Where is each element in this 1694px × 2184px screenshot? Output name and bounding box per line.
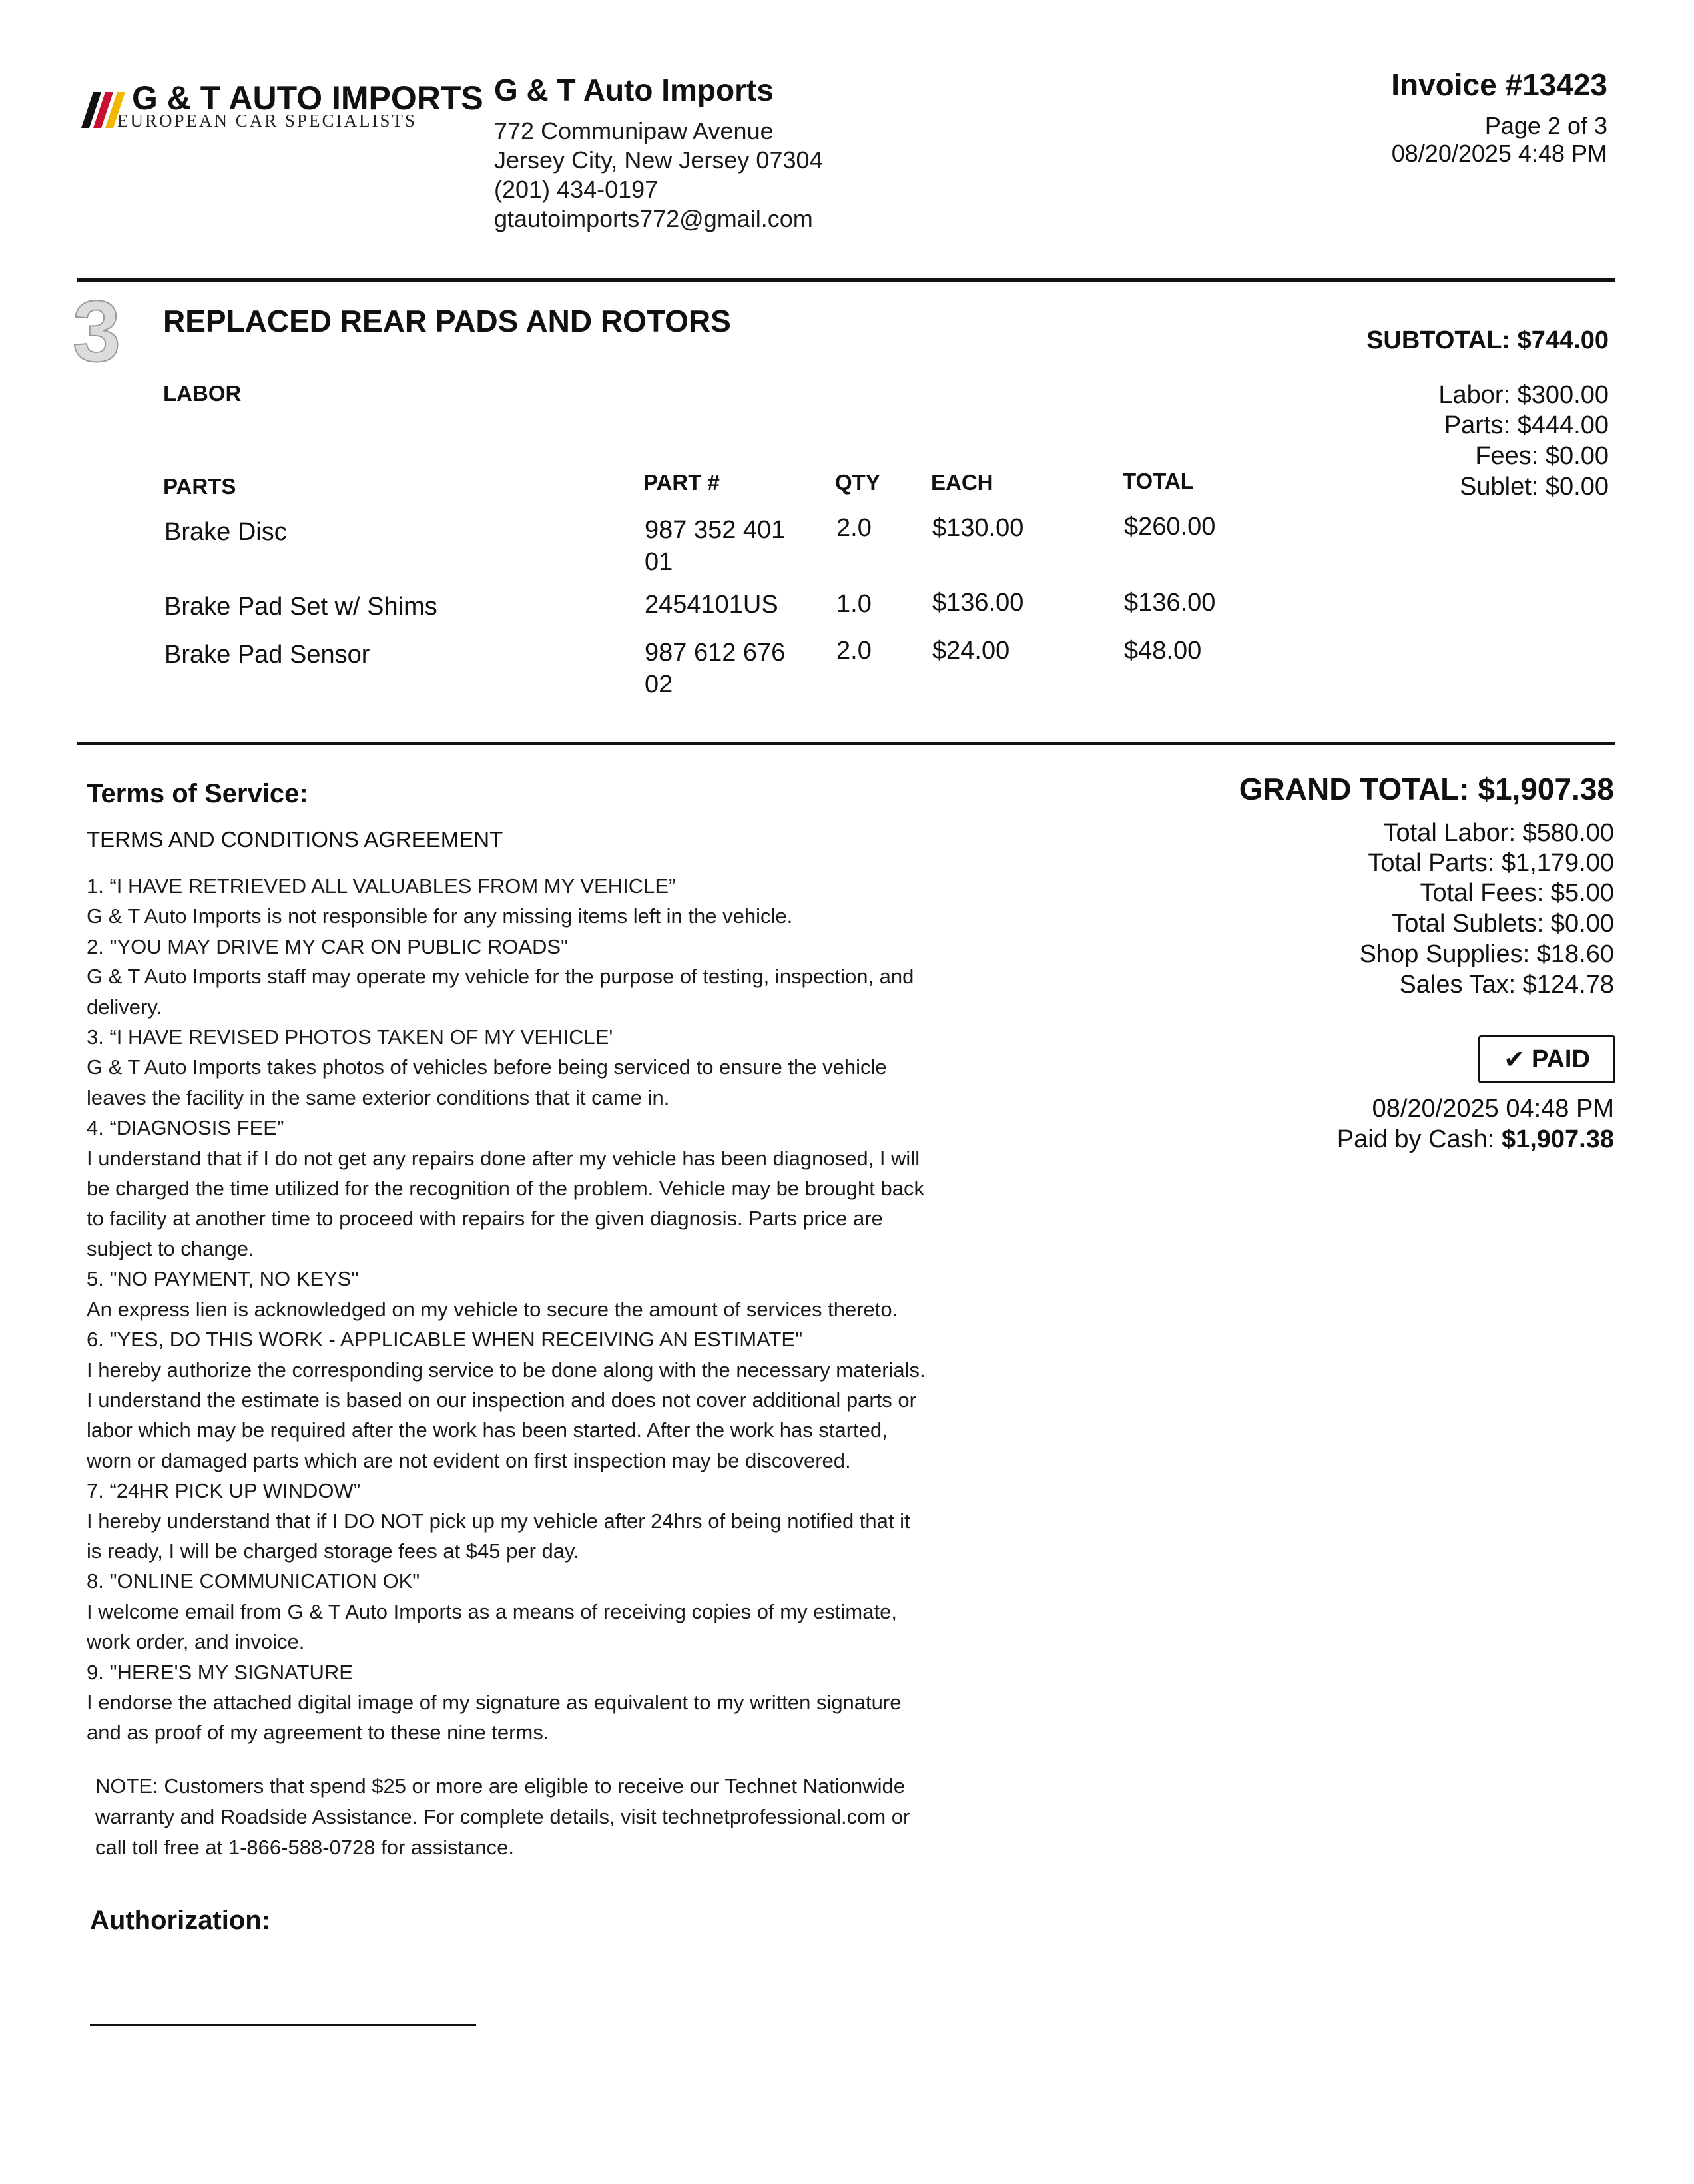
terms-line: G & T Auto Imports staff may operate my vehicle for the purpose of testing, inspection, and [87, 965, 914, 989]
total-header: TOTAL [1123, 469, 1194, 493]
grand-total: GRAND TOTAL: $1,907.38 [1239, 772, 1614, 806]
terms-line: 7. “24HR PICK UP WINDOW” [87, 1479, 361, 1503]
terms-line: I hereby understand that if I DO NOT pick up my vehicle after 24hrs of being notified that it [87, 1509, 910, 1533]
sales-tax: Sales Tax: $124.78 [1399, 971, 1614, 999]
terms-line: I understand the estimate is based on our inspection and does not cover additional parts or [87, 1388, 916, 1412]
service-number-badge [67, 286, 127, 373]
terms-line: G & T Auto Imports is not responsible for any missing items left in the vehicle. [87, 904, 793, 928]
company-name: G & T Auto Imports [494, 73, 774, 107]
terms-line: subject to change. [87, 1236, 254, 1260]
invoice-number: Invoice #13423 [1391, 67, 1607, 102]
invoice-datetime: 08/20/2025 4:48 PM [1391, 140, 1607, 167]
service-title: REPLACED REAR PADS AND ROTORS [163, 304, 731, 338]
logo-subtitle: EUROPEAN CAR SPECIALISTS [117, 111, 418, 131]
labor-label: LABOR [163, 381, 242, 406]
part-each: $130.00 [932, 514, 1024, 542]
terms-line: I understand that if I do not get any repairs done after my vehicle has been diagnosed, I will [87, 1146, 920, 1170]
part-qty: 2.0 [836, 637, 872, 665]
company-address-1: 772 Communipaw Avenue [494, 117, 774, 144]
part-total: $48.00 [1124, 637, 1202, 665]
terms-line: to facility at another time to proceed with repairs for the given diagnosis. Parts price are [87, 1207, 883, 1230]
note-line: call toll free at 1-866-588-0728 for assistance. [95, 1836, 514, 1859]
part-qty: 2.0 [836, 514, 872, 542]
paid-datetime: 08/20/2025 04:48 PM [1372, 1095, 1614, 1123]
service-number: 3 [72, 286, 121, 373]
terms-line: 6. "YES, DO THIS WORK - APPLICABLE WHEN RECEIVING AN ESTIMATE" [87, 1328, 803, 1352]
part-name: Brake Disc [164, 518, 287, 546]
total-labor: Total Labor: $580.00 [1383, 819, 1614, 847]
signature-line[interactable] [90, 2024, 476, 2026]
terms-line: 9. "HERE'S MY SIGNATURE [87, 1660, 353, 1684]
total-parts: Total Parts: $1,179.00 [1368, 849, 1614, 877]
terms-line: An express lien is acknowledged on my vehicle to secure the amount of services thereto. [87, 1297, 898, 1321]
terms-note [95, 1771, 994, 1863]
terms-line: 2. "YOU MAY DRIVE MY CAR ON PUBLIC ROADS" [87, 934, 569, 958]
terms-line: labor which may be required after the work has been started. After the work has started, [87, 1418, 888, 1442]
checkmark-icon: ✔ [1504, 1045, 1525, 1074]
terms-heading: Terms of Service: [87, 779, 308, 808]
service-sublet: Sublet: $0.00 [1460, 473, 1609, 501]
part-number: 987 352 401 01 [645, 516, 786, 576]
terms-line: 8. "ONLINE COMMUNICATION OK" [87, 1569, 420, 1593]
terms-line: is ready, I will be charged storage fees at $45 per day. [87, 1539, 579, 1563]
terms-line: I endorse the attached digital image of my signature as equivalent to my written signature [87, 1690, 902, 1714]
shop-supplies: Shop Supplies: $18.60 [1359, 940, 1614, 968]
total-fees: Total Fees: $5.00 [1420, 879, 1614, 907]
service-labor: Labor: $300.00 [1438, 381, 1609, 409]
part-total: $136.00 [1124, 589, 1216, 617]
terms-line: 1. “I HAVE RETRIEVED ALL VALUABLES FROM MY VEHICLE” [87, 874, 676, 898]
part-name: Brake Pad Set w/ Shims [164, 593, 437, 621]
header-divider [77, 278, 1615, 282]
terms-subheading: TERMS AND CONDITIONS AGREEMENT [87, 827, 503, 852]
paid-amount: $1,907.38 [1501, 1125, 1614, 1153]
parts-header: PARTS [163, 474, 236, 499]
logo-title: G & T AUTO IMPORTS [132, 79, 483, 117]
part-number: 2454101US [645, 591, 778, 619]
part-total: $260.00 [1124, 513, 1216, 541]
each-header: EACH [931, 470, 993, 495]
paid-label: PAID [1531, 1045, 1590, 1073]
authorization-label: Authorization: [90, 1906, 271, 1935]
terms-line: be charged the time utilized for the recognition of the problem. Vehicle may be brought back [87, 1177, 924, 1201]
terms-line: 4. “DIAGNOSIS FEE” [87, 1116, 284, 1140]
qty-header: QTY [835, 470, 880, 495]
service-subtotal: SUBTOTAL: $744.00 [1366, 326, 1609, 354]
terms-line: I welcome email from G & T Auto Imports as a means of receiving copies of my estimate, [87, 1599, 897, 1623]
terms-line: worn or damaged parts which are not evident on first inspection may be discovered. [87, 1448, 851, 1472]
terms-body [87, 871, 986, 1748]
invoice-page: Page 2 of 3 [1484, 112, 1607, 139]
part-qty: 1.0 [836, 590, 872, 618]
terms-line: and as proof of my agreement to these nine terms. [87, 1721, 549, 1745]
part-number: 987 612 676 02 [645, 639, 786, 698]
partno-header: PART # [643, 470, 720, 495]
part-name: Brake Pad Sensor [164, 641, 370, 669]
terms-line: delivery. [87, 995, 162, 1019]
note-line: warranty and Roadside Assistance. For complete details, visit technetprofessional.com or [95, 1805, 910, 1828]
company-phone: (201) 434-0197 [494, 176, 659, 203]
company-address-2: Jersey City, New Jersey 07304 [494, 146, 823, 174]
terms-line: 5. "NO PAYMENT, NO KEYS" [87, 1267, 359, 1291]
paid-badge [1478, 1035, 1615, 1083]
service-fees: Fees: $0.00 [1475, 442, 1609, 470]
terms-line: G & T Auto Imports takes photos of vehicles before being serviced to ensure the vehicle [87, 1055, 887, 1079]
service-divider [77, 742, 1615, 745]
part-each: $136.00 [932, 589, 1024, 617]
terms-line: 3. “I HAVE REVISED PHOTOS TAKEN OF MY VEHICLE' [87, 1025, 613, 1049]
service-parts: Parts: $444.00 [1444, 411, 1609, 439]
total-sublets: Total Sublets: $0.00 [1392, 910, 1614, 938]
terms-line: work order, and invoice. [87, 1630, 305, 1654]
paid-by [1337, 1125, 1614, 1154]
company-email[interactable]: gtautoimports772@gmail.com [494, 205, 813, 232]
terms-line: I hereby authorize the corresponding service to be done along with the necessary materials. [87, 1358, 926, 1382]
note-line: NOTE: Customers that spend $25 or more are eligible to receive our Technet Nationwide [95, 1774, 905, 1798]
terms-line: leaves the facility in the same exterior conditions that it came in. [87, 1085, 670, 1109]
part-each: $24.00 [932, 637, 1010, 665]
paid-by-label: Paid by Cash: [1336, 1125, 1495, 1153]
